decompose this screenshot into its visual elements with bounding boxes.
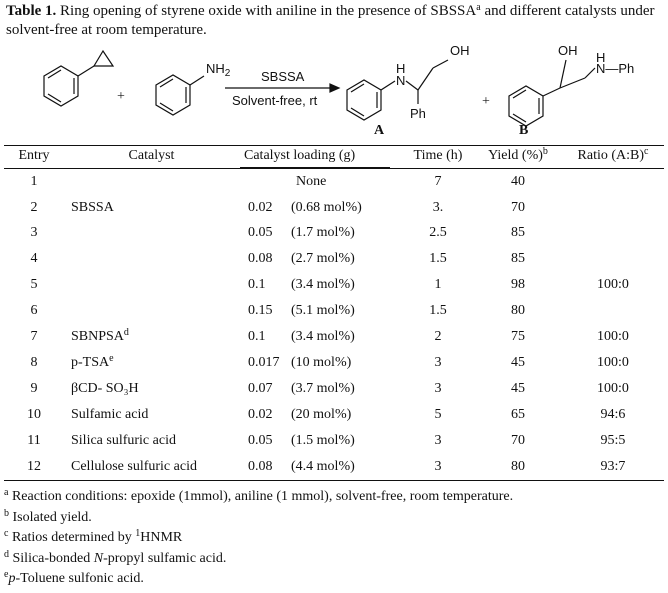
- catalyst-cell: SBSSA: [71, 199, 114, 215]
- footnote-c: $^c$ Ratios determined by $^1$HNMR: [4, 528, 183, 545]
- ratio-cell: 100:0: [597, 381, 629, 396]
- caption-text-continued: and different catalysts under solvent-free at room temperature.: [6, 3, 655, 38]
- product-b-nph-label: N—Ph: [596, 61, 635, 76]
- yield-cell: 85: [511, 225, 525, 240]
- product-b-h-label: H: [596, 50, 606, 65]
- styrene-oxide-structure: [44, 51, 113, 106]
- mol-percent-cell: (3.7 mol%): [291, 381, 355, 396]
- header-loading: Catalyst loading (g): [244, 148, 356, 163]
- yield-cell: 40: [511, 174, 525, 189]
- entry-cell: 7: [30, 329, 38, 344]
- time-cell: 1.5: [429, 251, 447, 266]
- entry-cell: 9: [30, 381, 38, 396]
- ratio-cell: 93:7: [600, 459, 626, 474]
- conditions-label: Solvent-free, rt: [232, 93, 318, 108]
- table-row: [4, 172, 664, 198]
- table-row: [4, 301, 664, 327]
- product-a-h-label: H: [396, 61, 406, 76]
- table-row: [4, 405, 664, 431]
- product-b-label: B: [519, 123, 529, 138]
- loading-cell: 0.05: [248, 433, 273, 448]
- yield-cell: 75: [511, 329, 525, 344]
- reagent-label: SBSSA: [261, 69, 305, 84]
- yield-cell: 80: [511, 303, 525, 318]
- entry-cell: 8: [30, 355, 38, 370]
- time-cell: 7: [434, 174, 442, 189]
- plus-sign: +: [117, 89, 125, 104]
- mol-percent-cell: (5.1 mol%): [291, 303, 355, 318]
- entry-cell: 2: [30, 199, 38, 215]
- entry-cell: 1: [30, 174, 38, 189]
- entry-cell: 4: [30, 251, 38, 266]
- time-cell: 1.5: [429, 303, 447, 318]
- time-cell: 3.: [432, 199, 444, 215]
- yield-cell: 98: [511, 277, 525, 292]
- catalyst-cell: Cellulose sulfuric acid: [71, 459, 197, 474]
- amine-label: $NH_2$: [206, 61, 231, 79]
- table-footnotes: [4, 487, 664, 590]
- table-caption: [6, 2, 666, 40]
- header-ratio: Ratio (A:B)$^c$: [577, 146, 649, 163]
- table-row: [4, 275, 664, 301]
- loading-cell: 0.02: [248, 407, 273, 422]
- footnote-a: $^a$ Reaction conditions: epoxide (1mmol), aniline (1 mmol), solvent-free, room temperature.: [4, 487, 514, 504]
- product-a-oh-label: OH: [450, 43, 470, 58]
- mol-percent-cell: (10 mol%): [291, 355, 352, 370]
- table-header-row: [4, 146, 664, 172]
- header-yield: Yield (%)$^b$: [488, 146, 548, 163]
- mol-percent-cell: (1.7 mol%): [291, 225, 355, 240]
- entry-cell: 6: [30, 303, 38, 318]
- yield-cell: 85: [511, 251, 525, 266]
- loading-cell: 0.1: [248, 329, 266, 344]
- ratio-cell: 95:5: [600, 433, 626, 448]
- entry-cell: 5: [30, 277, 38, 292]
- table-row: [4, 223, 664, 249]
- time-cell: 3: [434, 433, 442, 448]
- loading-cell: 0.07: [248, 381, 273, 396]
- yield-cell: 65: [511, 407, 525, 422]
- header-time: Time (h): [413, 148, 463, 163]
- footnote-d: $^d$ Silica-bonded N-propyl sulfamic acid.: [4, 548, 227, 566]
- yield-cell: 45: [511, 381, 525, 396]
- header-entry: Entry: [18, 148, 50, 163]
- catalyst-cell: SBNPSA$^d$: [71, 327, 129, 344]
- entry-cell: 11: [27, 433, 41, 448]
- product-a-n-label: N: [396, 73, 406, 88]
- table-row: [4, 353, 664, 379]
- table-label: Table 1.: [6, 3, 57, 19]
- table-row: [4, 431, 664, 457]
- loading-cell: 0.017: [248, 355, 280, 370]
- entry-cell: 3: [30, 225, 38, 240]
- table-row: [4, 198, 664, 224]
- time-cell: 3: [434, 459, 442, 474]
- time-cell: 2: [434, 329, 442, 344]
- footnote-e: $^e$p-Toluene sulfonic acid.: [4, 569, 144, 586]
- time-cell: 3: [434, 355, 442, 370]
- catalyst-cell: Silica sulfuric acid: [71, 433, 176, 448]
- loading-cell: 0.02: [248, 199, 273, 215]
- table-row: [4, 457, 664, 483]
- yield-cell: 45: [511, 355, 525, 370]
- yield-cell: 70: [511, 199, 525, 215]
- footnote-b: $^b$ Isolated yield.: [4, 507, 92, 525]
- mol-percent-cell: (1.5 mol%): [291, 433, 355, 448]
- ratio-cell: 100:0: [597, 329, 629, 344]
- time-cell: 2.5: [429, 225, 447, 240]
- entry-cell: 10: [27, 407, 41, 422]
- yield-cell: 80: [511, 459, 525, 474]
- loading-cell: 0.05: [248, 225, 273, 240]
- ratio-cell: 100:0: [597, 277, 629, 292]
- catalyst-cell: Sulfamic acid: [71, 407, 149, 422]
- reaction-scheme: [0, 38, 668, 146]
- product-a-ph-label: Ph: [410, 106, 426, 121]
- table-row: [4, 327, 664, 353]
- time-cell: 3: [434, 381, 442, 396]
- mol-percent-cell: (0.68 mol%): [291, 199, 362, 215]
- table-row: [4, 379, 664, 405]
- catalyst-cell: p-TSA$^e$: [71, 353, 114, 370]
- mol-percent-cell: (3.4 mol%): [291, 329, 355, 344]
- ratio-cell: 100:0: [597, 355, 629, 370]
- caption-footnote-mark: a: [476, 2, 481, 13]
- mol-percent-cell: (3.4 mol%): [291, 277, 355, 292]
- plus-sign: +: [482, 94, 490, 109]
- yield-cell: 70: [511, 433, 525, 448]
- caption-text: Ring opening of styrene oxide with aniline in the presence of SBSSA: [56, 3, 477, 19]
- loading-cell: 0.1: [248, 277, 266, 292]
- loading-cell: None: [296, 174, 327, 189]
- mol-percent-cell: (4.4 mol%): [291, 459, 355, 474]
- entry-cell: 12: [27, 459, 41, 474]
- aniline-structure: [156, 75, 204, 115]
- loading-cell: 0.15: [248, 303, 273, 318]
- ratio-cell: 94:6: [600, 407, 626, 422]
- loading-cell: 0.08: [248, 459, 273, 474]
- table-row: [4, 249, 664, 275]
- loading-cell: 0.08: [248, 251, 273, 266]
- mol-percent-cell: (2.7 mol%): [291, 251, 355, 266]
- mol-percent-cell: (20 mol%): [291, 407, 352, 422]
- product-b-structure: [509, 60, 595, 126]
- header-catalyst: Catalyst: [128, 148, 175, 163]
- product-b-oh-label: OH: [558, 43, 578, 58]
- time-cell: 1: [434, 277, 442, 292]
- catalyst-cell: βCD- SO₃H: [71, 381, 139, 396]
- product-a-label: A: [374, 123, 385, 138]
- time-cell: 5: [434, 407, 442, 422]
